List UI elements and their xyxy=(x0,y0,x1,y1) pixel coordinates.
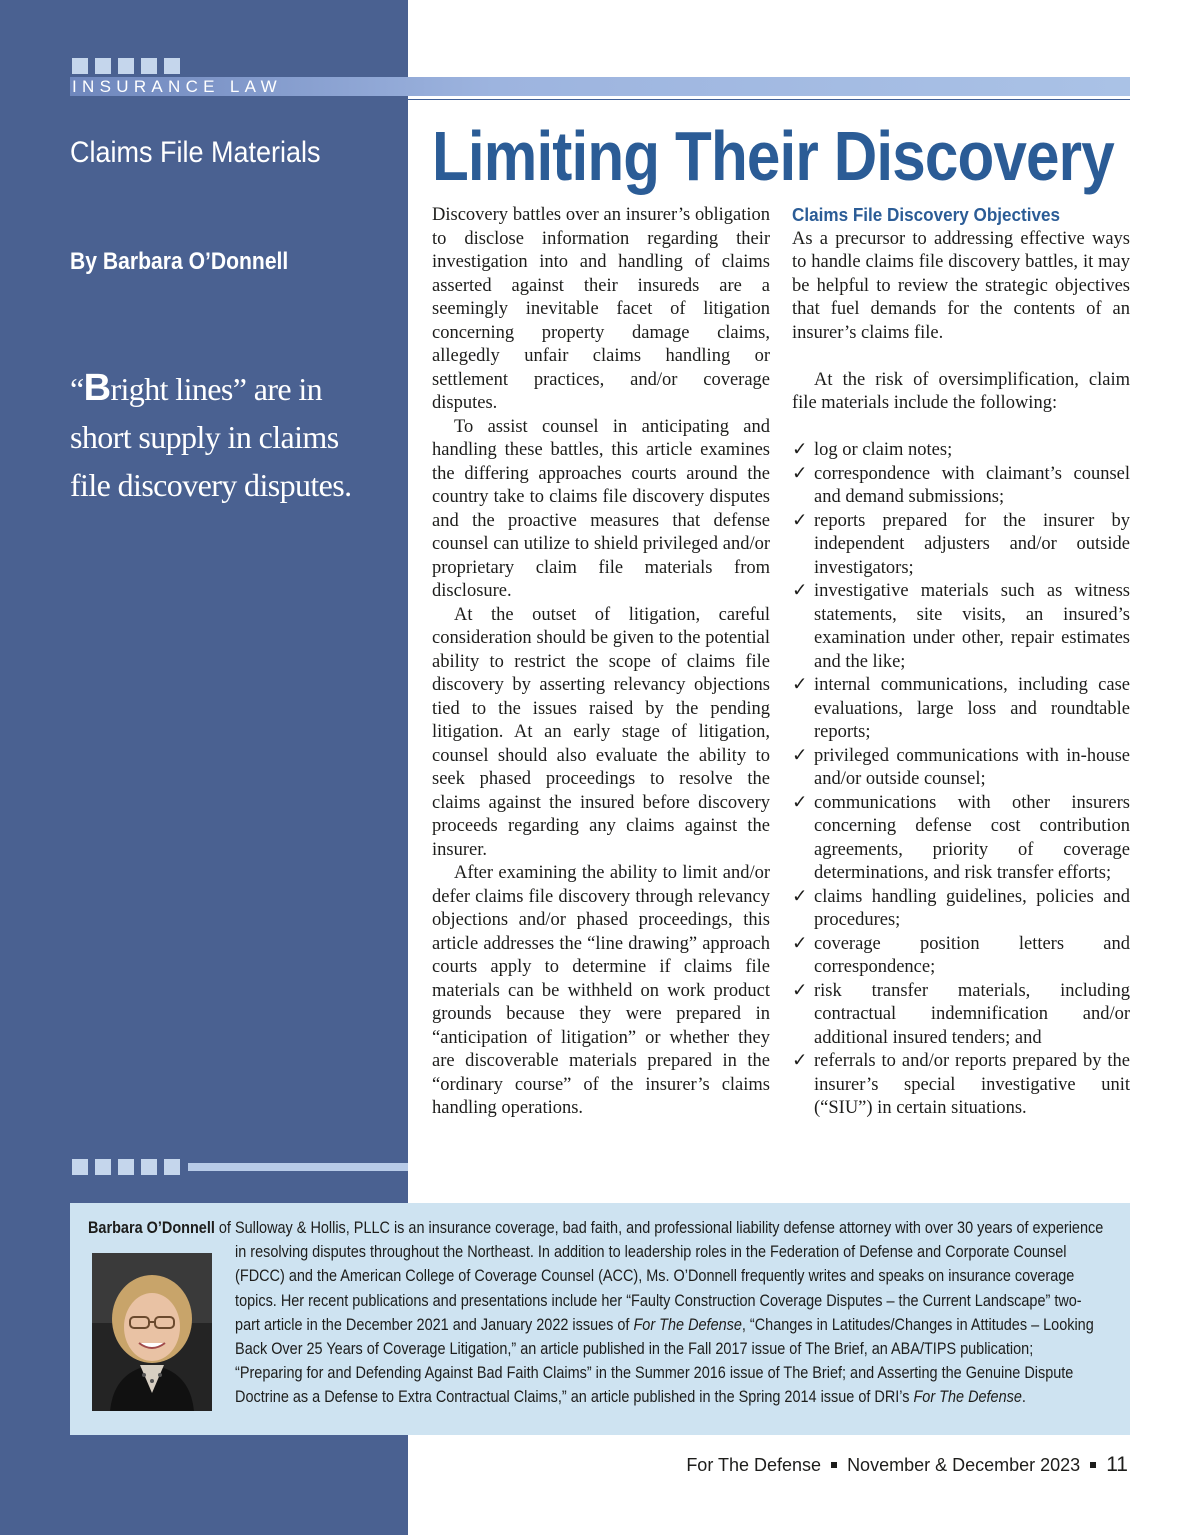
kicker: Claims File Materials xyxy=(70,136,321,169)
author-bio-segment: . xyxy=(1021,1387,1026,1407)
author-bio-box xyxy=(70,1203,1130,1435)
checkmark-icon: ✓ xyxy=(792,1051,808,1071)
article-paragraph: After examining the ability to limit and/or defer claims file discovery through relevancy objections and/or phased proceedings, this article addresses the “line drawing” approach courts apply to determine if claims file materials can be withheld on work product grounds because they were prepared in “anticipation of litigation” or whether they are discoverable materials prepared in the “ordinary course” of the insurer’s claims handling operations. xyxy=(432,863,770,1118)
pull-quote-line-3: file discovery disputes. xyxy=(70,467,352,503)
author-bio-segment: , “Changes in Latitudes/Changes in Attitudes – Looking Back Over 25 Years of Coverage Litigation,” an article published in the Fall 2017 issue of The Brief, an ABA/TIPS publication; “Preparing for and Defending Against Bad Faith Claims” in the Summer 2016 issue of The Brief; and Asserting the Genuine Dispute Doctrine as a Defense to Extra Contractual Claims,” an article published in the Spring 2014 issue of DRI’s xyxy=(235,1314,1094,1407)
author-bio-body xyxy=(88,1240,1105,1409)
checkmark-icon: ✓ xyxy=(792,792,808,813)
checklist-item xyxy=(792,439,1130,463)
checklist-text: referrals to and/or reports prepared by the insurer’s special investigative unit (“SIU”) in certain situations. xyxy=(814,1051,1130,1118)
section-rule xyxy=(408,99,1130,100)
checklist-text: risk transfer materials, including contractual indemnification and/or additional insured tenders; and xyxy=(814,980,1130,1048)
checklist-text: log or claim notes; xyxy=(814,440,953,460)
checklist-item xyxy=(792,674,1130,745)
checkmark-icon: ✓ xyxy=(792,980,808,1001)
checkmark-icon: ✓ xyxy=(792,745,808,766)
page-footer xyxy=(686,1453,1128,1477)
square-icon xyxy=(164,58,180,74)
author-bio-segment: in resolving disputes throughout the Northeast. In addition to leadership roles in the Federation of Defense and Corporate Counsel (FDCC) and the American College of Coverage Counsel (ACC), Ms. O’Donnell frequently writes and speaks on insurance coverage topics. Her recent publications and presentations include her “Faulty Construction Coverage Disputes – the Current Landscape” two-part article in the December 2021 and January 2022 issues of xyxy=(235,1242,1082,1334)
checklist-text: reports prepared for the insurer by independent adjusters and/or outside investigators; xyxy=(814,510,1130,578)
article-paragraph: Discovery battles over an insurer’s obligation to disclose information regarding their investigation into and handling of claims asserted against their insureds are a seemingly inevitable facet of litigation concerning property damage claims, allegedly unfair claims handling or settlement practices, and/or coverage disputes. xyxy=(432,205,770,413)
checklist-text: correspondence with claimant’s counsel and demand submissions; xyxy=(814,463,1130,507)
checklist-text: privileged communications with in-house and/or outside counsel; xyxy=(814,745,1130,789)
checklist-item xyxy=(792,510,1130,581)
claims-file-checklist xyxy=(792,439,1130,1121)
article-column-right xyxy=(792,204,1130,1121)
article-paragraph: To assist counsel in anticipating and handling these battles, this article examines the differing approaches courts around the country take to claims file discovery disputes and the proactive measures that defense counsel can utilize to shield privileged and/or proprietary claim file materials from disclosure. xyxy=(432,416,770,601)
checklist-item xyxy=(792,580,1130,674)
footer-issue: November & December 2023 xyxy=(847,1454,1081,1475)
publication-title: For The Defense xyxy=(633,1314,742,1334)
checkmark-icon: ✓ xyxy=(792,933,808,954)
square-icon xyxy=(141,1159,157,1175)
article-paragraph: At the outset of litigation, careful consideration should be given to the potential ability to restrict the scope of claims file discovery by asserting relevancy objections tied to the issues raised by the pending litigation. At an early stage of litigation, counsel should also evaluate the ability to seek phased proceedings to resolve the claims against the insured before discovery proceeds regarding any claims against the insurer. xyxy=(432,604,770,860)
section-label: INSURANCE LAW xyxy=(72,77,282,96)
checkmark-icon: ✓ xyxy=(792,510,808,531)
checklist-text: coverage position letters and correspondence; xyxy=(814,933,1130,977)
article-paragraph: As a precursor to addressing effective ways to handle claims file discovery battles, it may be helpful to review the strategic objectives that fuel demands for the contents of an insurer’s claims file. xyxy=(792,228,1130,343)
subhead: Claims File Discovery Objectives xyxy=(792,205,1061,225)
checklist-item xyxy=(792,792,1130,886)
square-bullet-icon xyxy=(831,1462,837,1468)
square-bullet-icon xyxy=(1090,1462,1096,1468)
byline: By Barbara O’Donnell xyxy=(70,248,289,275)
headline: Limiting Their Discovery xyxy=(432,117,1114,195)
checklist-text: communications with other insurers concerning defense cost contribution agreements, priority of coverage determinations, and risk transfer efforts; xyxy=(814,792,1130,883)
decorative-squares-top xyxy=(72,58,180,74)
checklist-item xyxy=(792,886,1130,933)
checkmark-icon: ✓ xyxy=(792,463,808,484)
pull-quote xyxy=(70,364,400,509)
square-icon xyxy=(118,58,134,74)
checklist-item xyxy=(792,1050,1130,1121)
checklist-text: internal communications, including case evaluations, large loss and roundtable reports; xyxy=(814,675,1130,742)
checkmark-icon: ✓ xyxy=(792,440,808,460)
square-icon xyxy=(118,1159,134,1175)
footer-publication: For The Defense xyxy=(686,1454,822,1475)
checklist-item xyxy=(792,980,1130,1051)
square-icon xyxy=(164,1159,180,1175)
paragraph-gap xyxy=(792,345,1130,369)
decorative-squares-bottom xyxy=(72,1159,180,1175)
checklist-text: investigative materials such as witness statements, site visits, an insured’s examination under other, repair estimates and the like; xyxy=(814,581,1130,672)
article-column-left xyxy=(432,204,770,1121)
square-icon xyxy=(95,58,111,74)
author-bio-intro: of Sulloway & Hollis, PLLC is an insurance coverage, bad faith, and professional liability defense attorney with over 30 years of experience xyxy=(214,1218,1104,1237)
pull-quote-line-2: short supply in claims xyxy=(70,419,339,455)
checklist-item xyxy=(792,463,1130,510)
checklist-item xyxy=(792,933,1130,980)
pull-quote-text: right lines” are in xyxy=(110,371,323,407)
checkmark-icon: ✓ xyxy=(792,675,808,695)
bottom-bar xyxy=(188,1163,408,1171)
square-icon xyxy=(95,1159,111,1175)
pull-quote-line-1 xyxy=(70,364,400,413)
pull-quote-dropcap: B xyxy=(83,367,111,409)
author-bio-text xyxy=(88,1216,1105,1410)
author-name: Barbara O’Donnell xyxy=(88,1218,215,1237)
square-icon xyxy=(72,58,88,74)
pull-quote-open-quote: “ xyxy=(70,371,84,407)
author-bio-first-line xyxy=(88,1216,1105,1240)
page-number: 11 xyxy=(1106,1453,1128,1476)
checkmark-icon: ✓ xyxy=(792,581,808,601)
checklist-text: claims handling guidelines, policies and procedures; xyxy=(814,886,1130,930)
checkmark-icon: ✓ xyxy=(792,886,808,907)
publication-title: For The Defense xyxy=(913,1387,1022,1407)
checklist-item xyxy=(792,745,1130,792)
square-icon xyxy=(141,58,157,74)
square-icon xyxy=(72,1159,88,1175)
paragraph-gap xyxy=(792,416,1130,440)
article-paragraph: At the risk of oversimplification, claim file materials include the following: xyxy=(792,369,1130,413)
